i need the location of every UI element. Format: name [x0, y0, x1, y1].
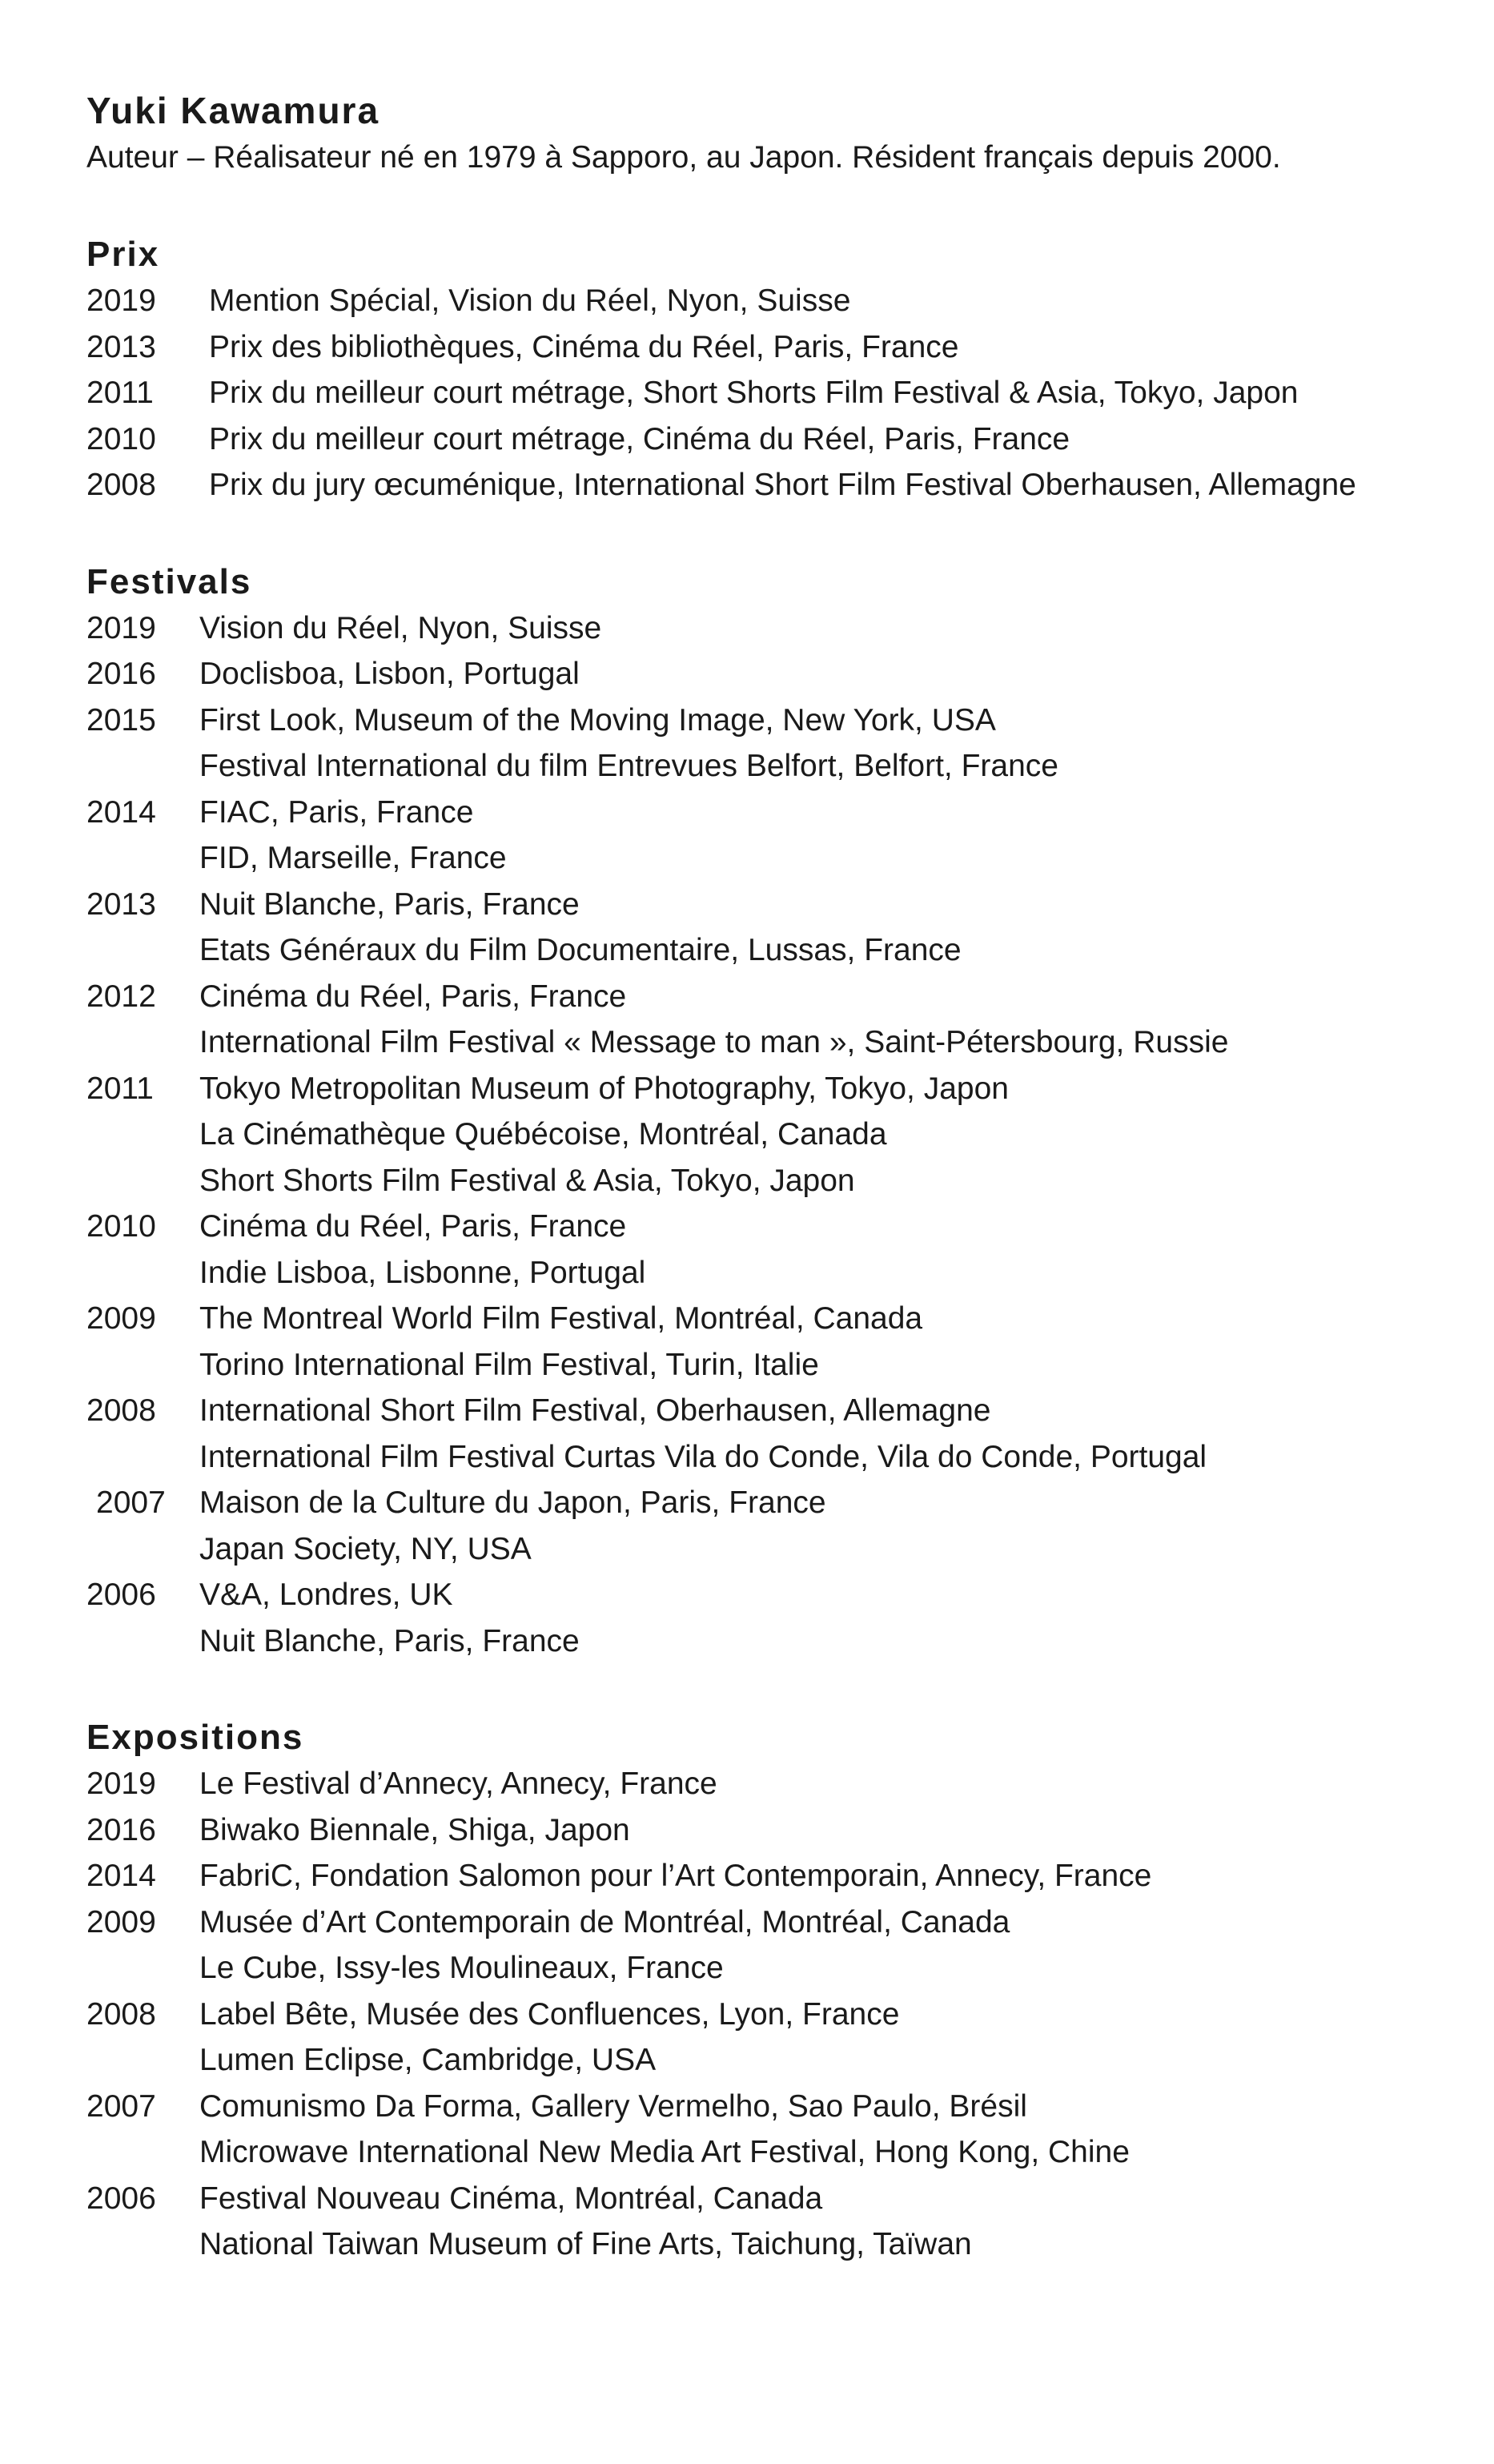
entry-year: [86, 2037, 199, 2084]
entry-year: 2007: [86, 2088, 156, 2124]
spacer: [86, 508, 1480, 559]
spacer: [86, 181, 1480, 231]
list-item: [86, 605, 1480, 652]
entry-text: Tokyo Metropolitan Museum of Photography, Tokyo, Japon: [199, 1071, 1009, 1106]
entry-year: [86, 927, 199, 974]
entry-year: [86, 1434, 199, 1481]
prix-list: [86, 278, 1480, 508]
entry-text: FIAC, Paris, France: [199, 794, 474, 830]
list-item: [86, 1066, 1480, 1112]
entry-year: 2006: [86, 2181, 156, 2216]
entry-text: Vision du Réel, Nyon, Suisse: [199, 610, 602, 645]
entry-year: 2019: [86, 1767, 156, 1801]
list-item: [86, 1945, 1480, 1992]
list-item: [86, 2037, 1480, 2084]
entry-text: Le Cube, Issy-les Moulineaux, France: [199, 1951, 724, 1985]
entry-year: [86, 1945, 199, 1992]
list-item: [86, 1158, 1480, 1204]
list-item: [86, 2084, 1480, 2130]
entry-year: 2011: [86, 1071, 154, 1106]
entry-text: Doclisboa, Lisbon, Portugal: [199, 657, 580, 691]
entry-text: International Film Festival Curtas Vila do Conde, Vila do Conde, Portugal: [199, 1439, 1207, 1474]
entry-text: Microwave International New Media Art Festival, Hong Kong, Chine: [199, 2135, 1130, 2169]
list-item: [86, 1853, 1480, 1899]
list-item: [86, 370, 1480, 416]
entry-year: [86, 1342, 199, 1389]
list-item: [86, 462, 1480, 508]
entry-year: 2008: [86, 468, 156, 502]
entry-text: La Cinémathèque Québécoise, Montréal, Canada: [199, 1117, 887, 1152]
entry-year: [86, 1250, 199, 1296]
list-item: [86, 1618, 1480, 1665]
entry-text: Label Bête, Musée des Confluences, Lyon, France: [199, 1996, 900, 2032]
entry-year: [86, 1618, 199, 1665]
entry-year: [86, 835, 199, 882]
entry-year: [86, 1158, 199, 1204]
entry-text: Cinéma du Réel, Paris, France: [199, 1209, 627, 1244]
entry-text: Cinéma du Réel, Paris, France: [199, 979, 627, 1014]
entry-year: 2014: [86, 1859, 156, 1893]
entry-text: Prix du meilleur court métrage, Short Shorts Film Festival & Asia, Tokyo, Japon: [209, 376, 1299, 410]
entry-year: 2006: [86, 1578, 156, 1612]
entry-text: First Look, Museum of the Moving Image, New York, USA: [199, 702, 996, 738]
entry-text: Maison de la Culture du Japon, Paris, France: [199, 1485, 826, 1520]
entry-year: 2011: [86, 376, 154, 410]
entry-text: Torino International Film Festival, Turin, Italie: [199, 1347, 819, 1382]
list-item: [86, 1480, 1480, 1526]
list-item: [86, 2176, 1480, 2222]
entry-text: Mention Spécial, Vision du Réel, Nyon, Suisse: [209, 283, 851, 318]
entry-text: International Short Film Festival, Oberhausen, Allemagne: [199, 1393, 991, 1428]
list-item: [86, 1342, 1480, 1389]
list-item: [86, 1807, 1480, 1854]
list-item: [86, 651, 1480, 697]
list-item: [86, 1572, 1480, 1618]
entry-text: International Film Festival « Message to man », Saint-Pétersbourg, Russie: [199, 1025, 1229, 1059]
entry-text: Short Shorts Film Festival & Asia, Tokyo, Japon: [199, 1163, 855, 1198]
entry-year: 2015: [86, 702, 156, 738]
entry-year: [86, 2129, 199, 2176]
list-item: [86, 1204, 1480, 1250]
list-item: [86, 1111, 1480, 1158]
entry-text: Lumen Eclipse, Cambridge, USA: [199, 2043, 657, 2077]
entry-text: Festival International du film Entrevues Belfort, Belfort, France: [199, 749, 1058, 783]
list-item: [86, 278, 1480, 324]
entry-year: 2010: [86, 421, 156, 456]
spacer: [86, 1664, 1480, 1714]
entry-text: Musée d’Art Contemporain de Montréal, Montréal, Canada: [199, 1904, 1010, 1939]
author-bio: Auteur – Réalisateur né en 1979 à Sapporo, au Japon. Résident français depuis 2000.: [86, 140, 1281, 175]
entry-year: 2008: [86, 1996, 156, 2032]
entry-year: 2019: [86, 610, 156, 645]
entry-year: 2009: [86, 1904, 156, 1939]
entry-year: 2019: [86, 283, 156, 318]
entry-year: [86, 1526, 199, 1573]
list-item: [86, 1899, 1480, 1946]
entry-text: Indie Lisboa, Lisbonne, Portugal: [199, 1255, 646, 1290]
entry-text: Prix du meilleur court métrage, Cinéma du Réel, Paris, France: [209, 421, 1070, 456]
entry-year: 2012: [86, 979, 156, 1014]
entry-text: Nuit Blanche, Paris, France: [199, 886, 580, 922]
list-item: [86, 974, 1480, 1020]
list-item: [86, 1019, 1480, 1066]
list-item: [86, 743, 1480, 790]
author-name: Yuki Kawamura: [86, 90, 380, 131]
list-item: [86, 2129, 1480, 2176]
section-prix: [86, 231, 1480, 508]
entry-text: FID, Marseille, France: [199, 841, 507, 875]
section-title-expositions: Expositions: [86, 1718, 304, 1757]
section-festivals: [86, 559, 1480, 1665]
list-item: [86, 2221, 1480, 2268]
list-item: [86, 1526, 1480, 1573]
section-title-festivals: Festivals: [86, 561, 252, 601]
entry-text: Festival Nouveau Cinéma, Montréal, Canada: [199, 2181, 823, 2216]
expositions-list: [86, 1761, 1480, 2268]
entry-text: Nuit Blanche, Paris, France: [199, 1623, 580, 1658]
entry-year: 2007: [96, 1485, 166, 1520]
entry-text: Prix des bibliothèques, Cinéma du Réel, Paris, France: [209, 329, 959, 364]
list-item: [86, 835, 1480, 882]
list-item: [86, 1250, 1480, 1296]
entry-text: National Taiwan Museum of Fine Arts, Taichung, Taïwan: [199, 2227, 972, 2261]
entry-year: 2010: [86, 1209, 156, 1244]
list-item: [86, 1296, 1480, 1342]
list-item: [86, 1434, 1480, 1481]
entry-year: 2008: [86, 1393, 156, 1428]
entry-text: Japan Society, NY, USA: [199, 1531, 532, 1566]
entry-text: Comunismo Da Forma, Gallery Vermelho, Sao Paulo, Brésil: [199, 2088, 1027, 2124]
list-item: [86, 416, 1480, 463]
entry-text: The Montreal World Film Festival, Montréal, Canada: [199, 1301, 923, 1336]
entry-year: 2016: [86, 1812, 156, 1847]
list-item: [86, 927, 1480, 974]
entry-year: 2013: [86, 329, 156, 364]
entry-text: Etats Généraux du Film Documentaire, Lussas, France: [199, 933, 962, 967]
entry-text: Le Festival d’Annecy, Annecy, France: [199, 1767, 717, 1801]
list-item: [86, 882, 1480, 928]
entry-year: 2016: [86, 657, 156, 691]
list-item: [86, 324, 1480, 371]
entry-year: [86, 743, 199, 790]
entry-text: FabriC, Fondation Salomon pour l’Art Contemporain, Annecy, France: [199, 1859, 1152, 1893]
entry-year: [86, 1111, 199, 1158]
entry-year: [86, 1019, 199, 1066]
list-item: [86, 1761, 1480, 1807]
section-expositions: [86, 1714, 1480, 2268]
entry-text: Biwako Biennale, Shiga, Japon: [199, 1812, 630, 1847]
section-title-prix: Prix: [86, 235, 160, 274]
list-item: [86, 790, 1480, 836]
entry-text: Prix du jury œcuménique, International Short Film Festival Oberhausen, Allemagne: [209, 468, 1356, 502]
entry-year: 2013: [86, 886, 156, 922]
entry-year: [86, 2221, 199, 2268]
entry-year: 2014: [86, 794, 156, 830]
entry-year: 2009: [86, 1301, 156, 1336]
festivals-list: [86, 605, 1480, 1665]
entry-text: V&A, Londres, UK: [199, 1578, 453, 1612]
list-item: [86, 697, 1480, 744]
list-item: [86, 1992, 1480, 2038]
cv-page: [86, 86, 1480, 2268]
list-item: [86, 1388, 1480, 1434]
